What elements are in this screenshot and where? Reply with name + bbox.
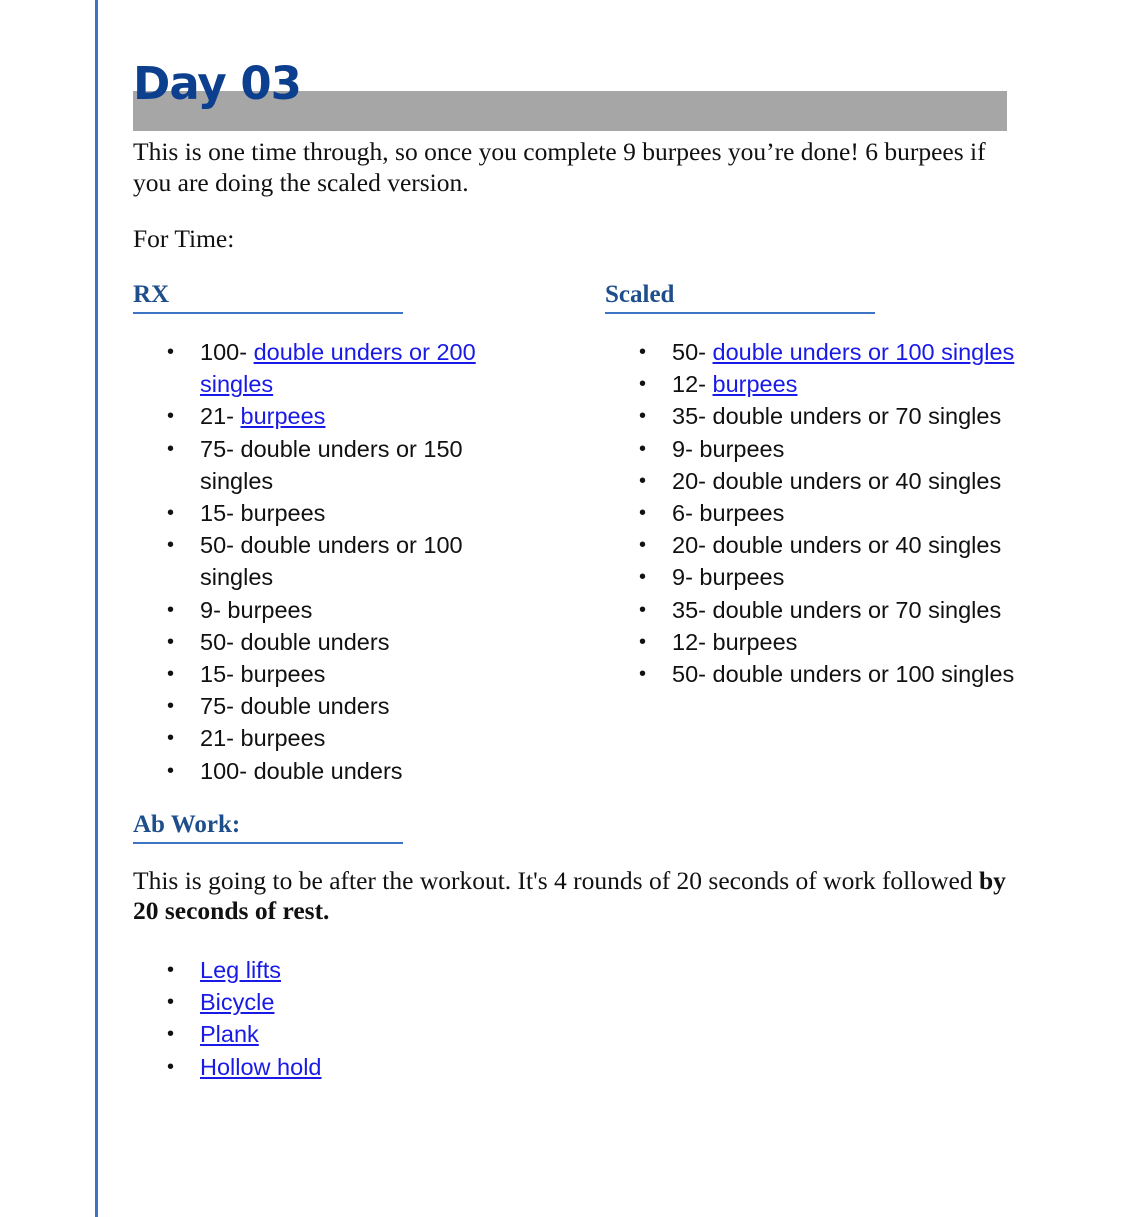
title-block — [133, 58, 1007, 132]
bullet-icon: • — [167, 1055, 175, 1078]
item-text: 50- double unders or 100 singles — [200, 532, 463, 591]
bullet-icon: • — [167, 405, 175, 428]
bullet-icon: • — [167, 630, 175, 653]
scaled-list — [605, 336, 1025, 690]
bullet-icon: • — [167, 991, 175, 1014]
list-item — [605, 529, 1025, 561]
list-item — [605, 658, 1025, 690]
exercise-link[interactable]: Plank — [200, 1021, 259, 1048]
list-item — [605, 465, 1025, 497]
bullet-icon: • — [167, 598, 175, 621]
list-item — [133, 400, 513, 432]
item-prefix: 100- — [200, 339, 254, 365]
list-item — [133, 986, 513, 1018]
item-text: 50- double unders or 100 singles — [672, 661, 1015, 688]
item-text: 9- burpees — [200, 596, 313, 623]
list-item — [605, 400, 1025, 432]
exercise-link[interactable]: Hollow hold — [200, 1053, 322, 1080]
item-text: 15- burpees — [200, 500, 326, 527]
bullet-icon: • — [639, 534, 647, 557]
list-item — [605, 497, 1025, 529]
item-text: 6- burpees — [672, 500, 785, 527]
item-text: 9- burpees — [672, 564, 785, 591]
item-text: 9- burpees — [672, 435, 785, 462]
exercise-link[interactable]: double unders or 100 singles — [712, 339, 1015, 365]
for-time-label: For Time: — [133, 224, 235, 253]
list-item — [133, 1018, 513, 1050]
bullet-icon: • — [639, 502, 647, 525]
item-prefix: 21- — [200, 403, 241, 430]
item-prefix: 50- — [672, 339, 713, 365]
list-item — [605, 561, 1025, 593]
bullet-icon: • — [639, 341, 647, 363]
bullet-icon: • — [639, 405, 647, 428]
bullet-icon: • — [167, 959, 175, 981]
list-item — [133, 722, 513, 754]
list-item — [133, 497, 513, 529]
ab-work-paragraph — [133, 866, 1013, 926]
list-item — [605, 336, 1025, 368]
list-item — [605, 368, 1025, 400]
bullet-icon: • — [167, 695, 175, 718]
list-item — [133, 433, 513, 497]
item-prefix: 12- — [672, 371, 713, 398]
item-text: 20- double unders or 40 singles — [672, 532, 1002, 559]
list-item — [133, 1051, 513, 1083]
bullet-icon: • — [167, 1023, 175, 1046]
item-text: 35- double unders or 70 singles — [672, 596, 1002, 623]
list-item — [133, 594, 513, 626]
bullet-icon: • — [167, 534, 175, 557]
item-text: 15- burpees — [200, 661, 326, 688]
list-item — [605, 433, 1025, 465]
bullet-icon: • — [167, 663, 175, 686]
bullet-icon: • — [639, 373, 647, 396]
list-item — [605, 594, 1025, 626]
ab-work-text-bold: by 20 seconds of rest. — [133, 866, 1006, 925]
exercise-link[interactable]: burpees — [712, 371, 798, 398]
list-item — [133, 755, 513, 787]
exercise-link[interactable]: double unders or 200 singles — [200, 339, 476, 398]
bullet-icon: • — [167, 759, 175, 782]
list-item — [133, 626, 513, 658]
item-text: 50- double unders — [200, 628, 390, 655]
item-text: 35- double unders or 70 singles — [672, 403, 1002, 430]
bullet-icon: • — [639, 437, 647, 460]
ab-work-list — [133, 954, 513, 1083]
list-item — [133, 954, 513, 986]
ab-work-text: This is going to be after the workout. It's 4 rounds of 20 seconds of work followed — [133, 866, 979, 895]
list-item — [133, 658, 513, 690]
scaled-heading: Scaled — [605, 280, 875, 314]
rx-heading: RX — [133, 280, 403, 314]
list-item — [133, 690, 513, 722]
list-item — [133, 336, 513, 400]
item-text: 75- double unders — [200, 693, 390, 720]
item-text: 21- burpees — [200, 725, 326, 752]
item-text: 75- double unders or 150 singles — [200, 435, 463, 494]
list-item — [133, 529, 513, 593]
bullet-icon: • — [639, 630, 647, 653]
bullet-icon: • — [639, 663, 647, 686]
bullet-icon: • — [167, 437, 175, 460]
rx-list — [133, 336, 513, 787]
ab-work-heading: Ab Work: — [133, 810, 403, 844]
bullet-icon: • — [167, 727, 175, 750]
item-text: 12- burpees — [672, 628, 798, 655]
item-text: 100- double unders — [200, 757, 403, 784]
page-title: Day 03 — [133, 57, 301, 110]
page-margin-line — [95, 0, 98, 1217]
item-text: 20- double unders or 40 singles — [672, 467, 1002, 494]
intro-paragraph: This is one time through, so once you complete 9 burpees you’re done! 6 burpees if you are doing the scaled version. — [133, 137, 986, 197]
bullet-icon: • — [167, 341, 175, 363]
bullet-icon: • — [167, 502, 175, 525]
exercise-link[interactable]: Bicycle — [200, 989, 275, 1016]
exercise-link[interactable]: Leg lifts — [200, 957, 281, 983]
list-item — [605, 626, 1025, 658]
bullet-icon: • — [639, 469, 647, 492]
exercise-link[interactable]: burpees — [240, 403, 326, 430]
bullet-icon: • — [639, 598, 647, 621]
bullet-icon: • — [639, 566, 647, 589]
